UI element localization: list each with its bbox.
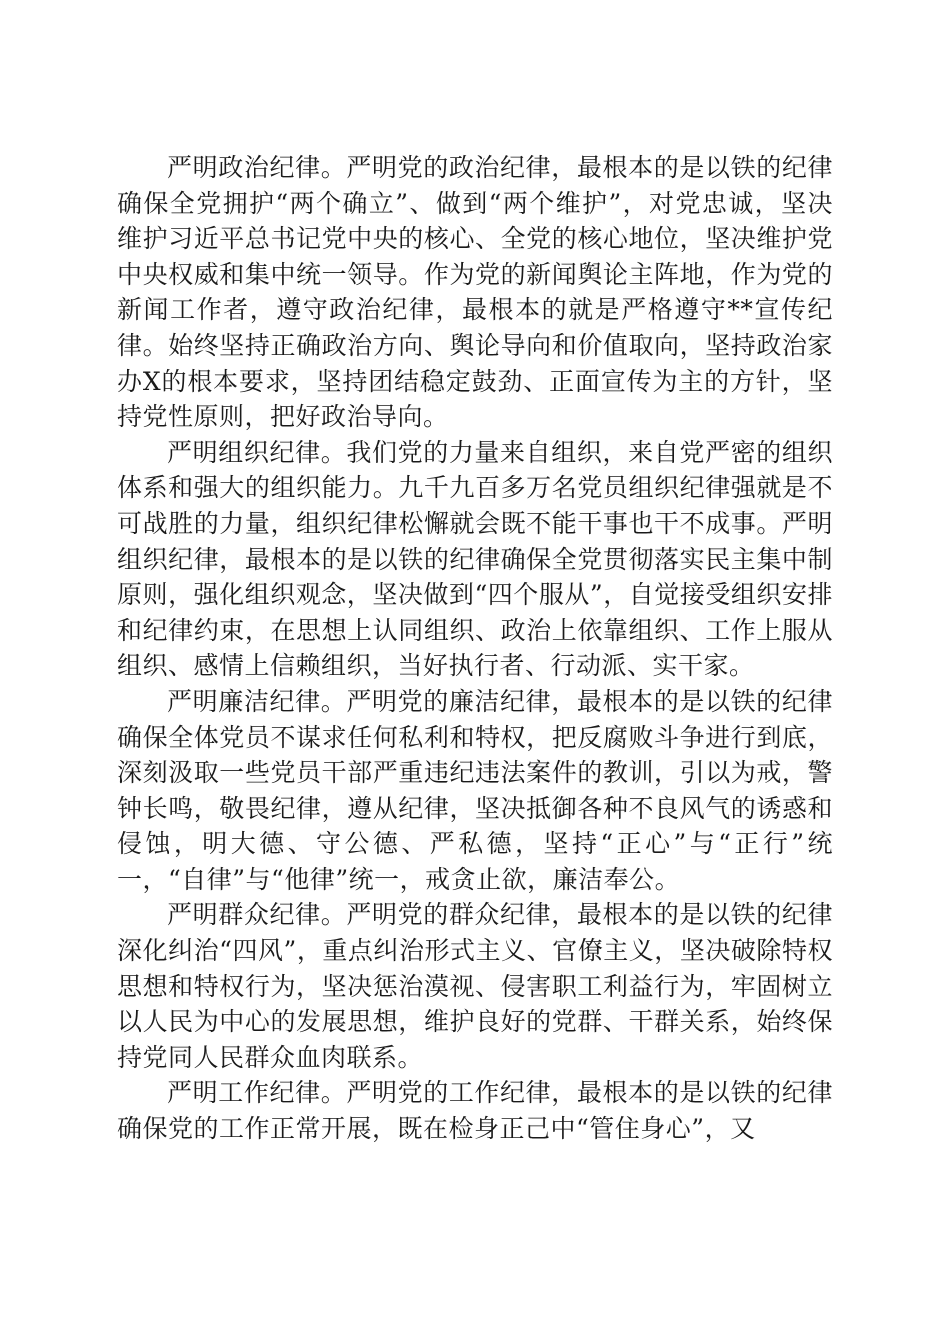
paragraph-organizational-discipline: 严明组织纪律。我们党的力量来自组织，来自党严密的组织体系和强大的组织能力。九千九百多万名党员组织纪律强就是不可战胜的力量，组织纪律松懈就会既不能干事也干不成事。严明组织纪律，最根本的是以铁的纪律确保全党贯彻落实民主集中制原则，强化组织观念，坚决做到“四个服从”，自觉接受组织安排和纪律约束，在思想上认同组织、政治上依靠组织、工作上服从组织、感情上信赖组织，当好执行者、行动派、实干家。 — [117, 437, 833, 681]
paragraph-integrity-discipline: 严明廉洁纪律。严明党的廉洁纪律，最根本的是以铁的纪律确保全体党员不谋求任何私利和特权，把反腐败斗争进行到底，深刻汲取一些党员干部严重违纪违法案件的教训，引以为戒，警钟长鸣，敬畏纪律，遵从纪律，坚决抵御各种不良风气的诱惑和侵蚀，明大德、守公德、严私德，坚持“正心”与“正行”统一，“自律”与“他律”统一，戒贪止欲，廉洁奉公。 — [117, 686, 833, 894]
paragraph-mass-discipline: 严明群众纪律。严明党的群众纪律，最根本的是以铁的纪律深化纠治“四风”，重点纠治形式主义、官僚主义，坚决破除特权思想和特权行为，坚决惩治漠视、侵害职工利益行为，牢固树立以人民为中心的发展思想，维护良好的党群、干群关系，始终保持党同人民群众血肉联系。 — [117, 900, 833, 1072]
paragraph-work-discipline: 严明工作纪律。严明党的工作纪律，最根本的是以铁的纪律确保党的工作正常开展，既在检身正己中“管住身心”，又 — [117, 1078, 833, 1144]
document-body — [117, 150, 833, 1147]
paragraph-political-discipline: 严明政治纪律。严明党的政治纪律，最根本的是以铁的纪律确保全党拥护“两个确立”、做到“两个维护”，对党忠诚，坚决维护习近平总书记党中央的核心、全党的核心地位，坚决维护党中央权威和集中统一领导。作为党的新闻舆论主阵地，作为党的新闻工作者，遵守政治纪律，最根本的就是严格遵守**宣传纪律。始终坚持正确政治方向、舆论导向和价值取向，坚持政治家办X的根本要求，坚持团结稳定鼓劲、正面宣传为主的方针，坚持党性原则，把好政治导向。 — [117, 153, 833, 432]
